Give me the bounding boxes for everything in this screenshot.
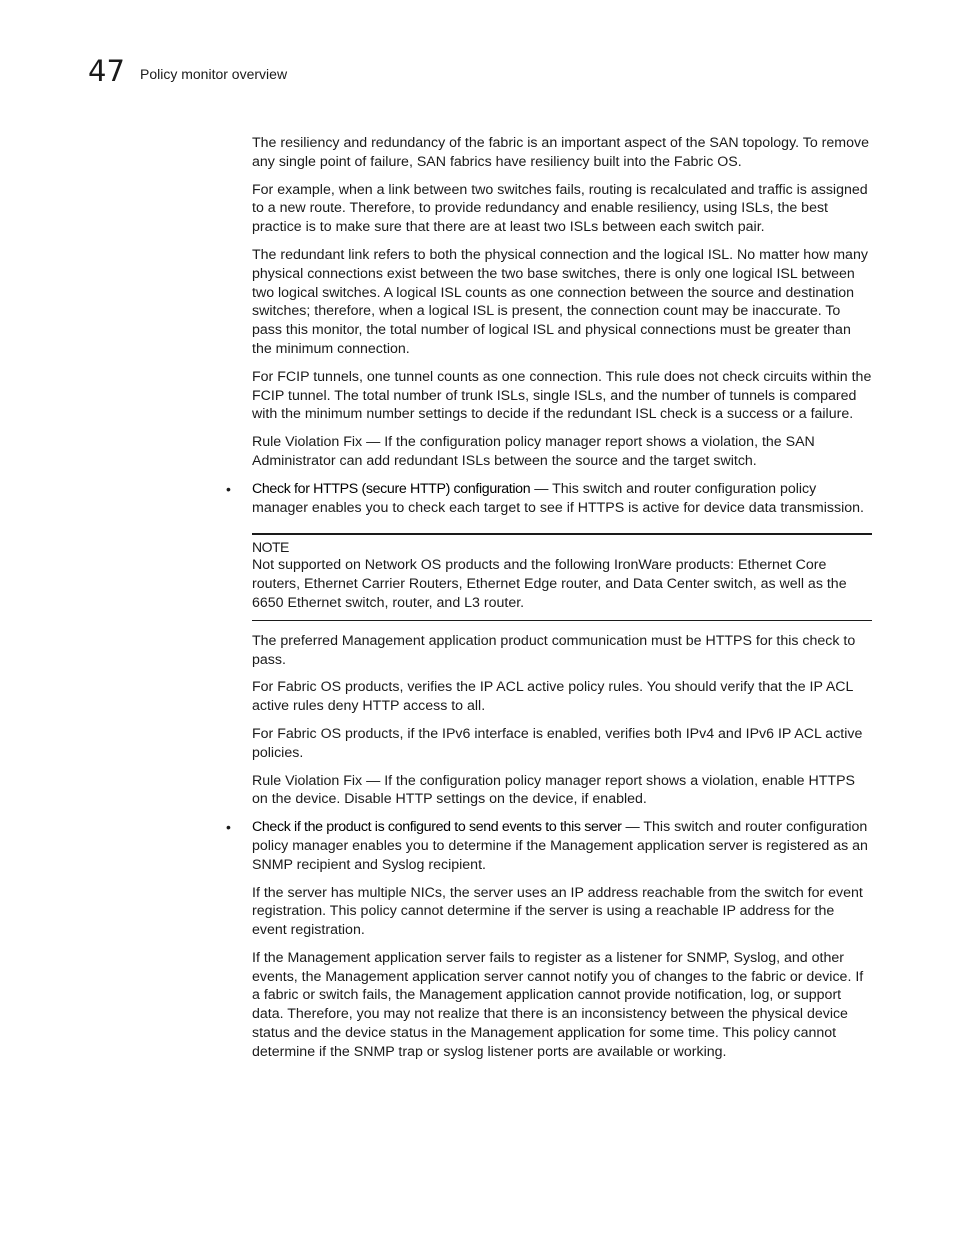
list-item-text: — This switch and router configuration policy manager enables you to check each target to see if HTTPS is active for device data transmission.: [252, 480, 864, 516]
bullet-icon: •: [226, 480, 231, 497]
list-item-lead: Check if the product is configured to send events to this server: [252, 819, 622, 836]
main-content: [226, 134, 872, 1071]
paragraph-register-failure: If the Management application server fails to register as a listener for SNMP, Syslog, and other events, the Management application server cannot notify you of changes to the fabric or device. If a fabric or switch fails, the Management application cannot provide notification, log, or support data. Therefore, you may not realize that there is an inconsistency between the physical device status and the device status in the Management application for some time. This policy cannot determine if the SNMP trap or syslog listener ports are available or working.: [252, 949, 864, 1060]
paragraph-rule-violation-https: Rule Violation Fix — If the configuration policy manager report shows a violation, enable HTTPS on the device. Disable HTTP settings on the device, if enabled.: [252, 772, 856, 808]
paragraph-multiple-nics: If the server has multiple NICs, the server uses an IP address reachable from the switch for event registration. This policy cannot determine if the server is using a reachable IP address for the event registration.: [252, 884, 863, 939]
list-item-lead: Check for HTTPS (secure HTTP) configuration: [252, 480, 531, 497]
paragraph-preferred-https: The preferred Management application product communication must be HTTPS for this check to pass.: [252, 632, 856, 668]
chapter-title: Policy monitor overview: [140, 66, 288, 82]
bullet-icon: •: [226, 819, 231, 836]
paragraph-example: For example, when a link between two switches fails, routing is recalculated and traffic is assigned to a new route. Therefore, to provide redundancy and enable resiliency, using ISLs, the best practice is to make sure that there are at least two ISLs between each switch pair.: [252, 181, 868, 236]
paragraph-ip-acl: For Fabric OS products, verifies the IP ACL active policy rules. You should verify that the IP ACL active rules deny HTTP access to all.: [252, 679, 853, 715]
paragraph-resiliency: The resiliency and redundancy of the fabric is an important aspect of the SAN topology. To remove any single point of failure, SAN fabrics have resiliency built into the Fabric OS.: [252, 135, 869, 170]
paragraph-fcip-tunnels: For FCIP tunnels, one tunnel counts as one connection. This rule does not check circuits within the FCIP tunnel. The total number of trunk ISLs, single ISLs, and the number of tunnels is compared with the minimum number settings to decide if the redundant ISL check is a success or a failure.: [252, 368, 872, 423]
note-text: Not supported on Network OS products and the following IronWare products: Ethernet Core routers, Ethernet Carrier Routers, Ethernet Edge router, and Data Center switch, as well as the 6650 Ethernet switch, router, and L3 router.: [252, 557, 847, 611]
paragraph-redundant-link: The redundant link refers to both the physical connection and the logical ISL. No matter how many physical connections exist between the two base switches, there is only one logical ISL between two logical switches. A logical ISL counts as one connection between the source and destination switches; therefore, when a logical ISL is present, the connection count may be inaccurate. To pass this monitor, the total number of logical ISL and physical connections must be greater than the minimum connection.: [252, 246, 868, 357]
chapter-number: 47: [88, 54, 125, 88]
paragraph-ipv6: For Fabric OS products, if the IPv6 interface is enabled, verifies both IPv4 and IPv6 IP ACL active policies.: [252, 725, 863, 761]
list-item-https-check: [226, 480, 872, 518]
note-label: NOTE: [252, 539, 289, 556]
list-item-text: — This switch and router configuration policy manager enables you to determine if the Management application server is registered as an SNMP recipient and Syslog recipient.: [252, 819, 868, 873]
paragraph-rule-violation-isl: Rule Violation Fix — If the configuration policy manager report shows a violation, the SAN Administrator can add redundant ISLs between the source and the target switch.: [252, 434, 815, 469]
note-box: [252, 533, 872, 620]
list-item-events-check: [226, 818, 872, 874]
